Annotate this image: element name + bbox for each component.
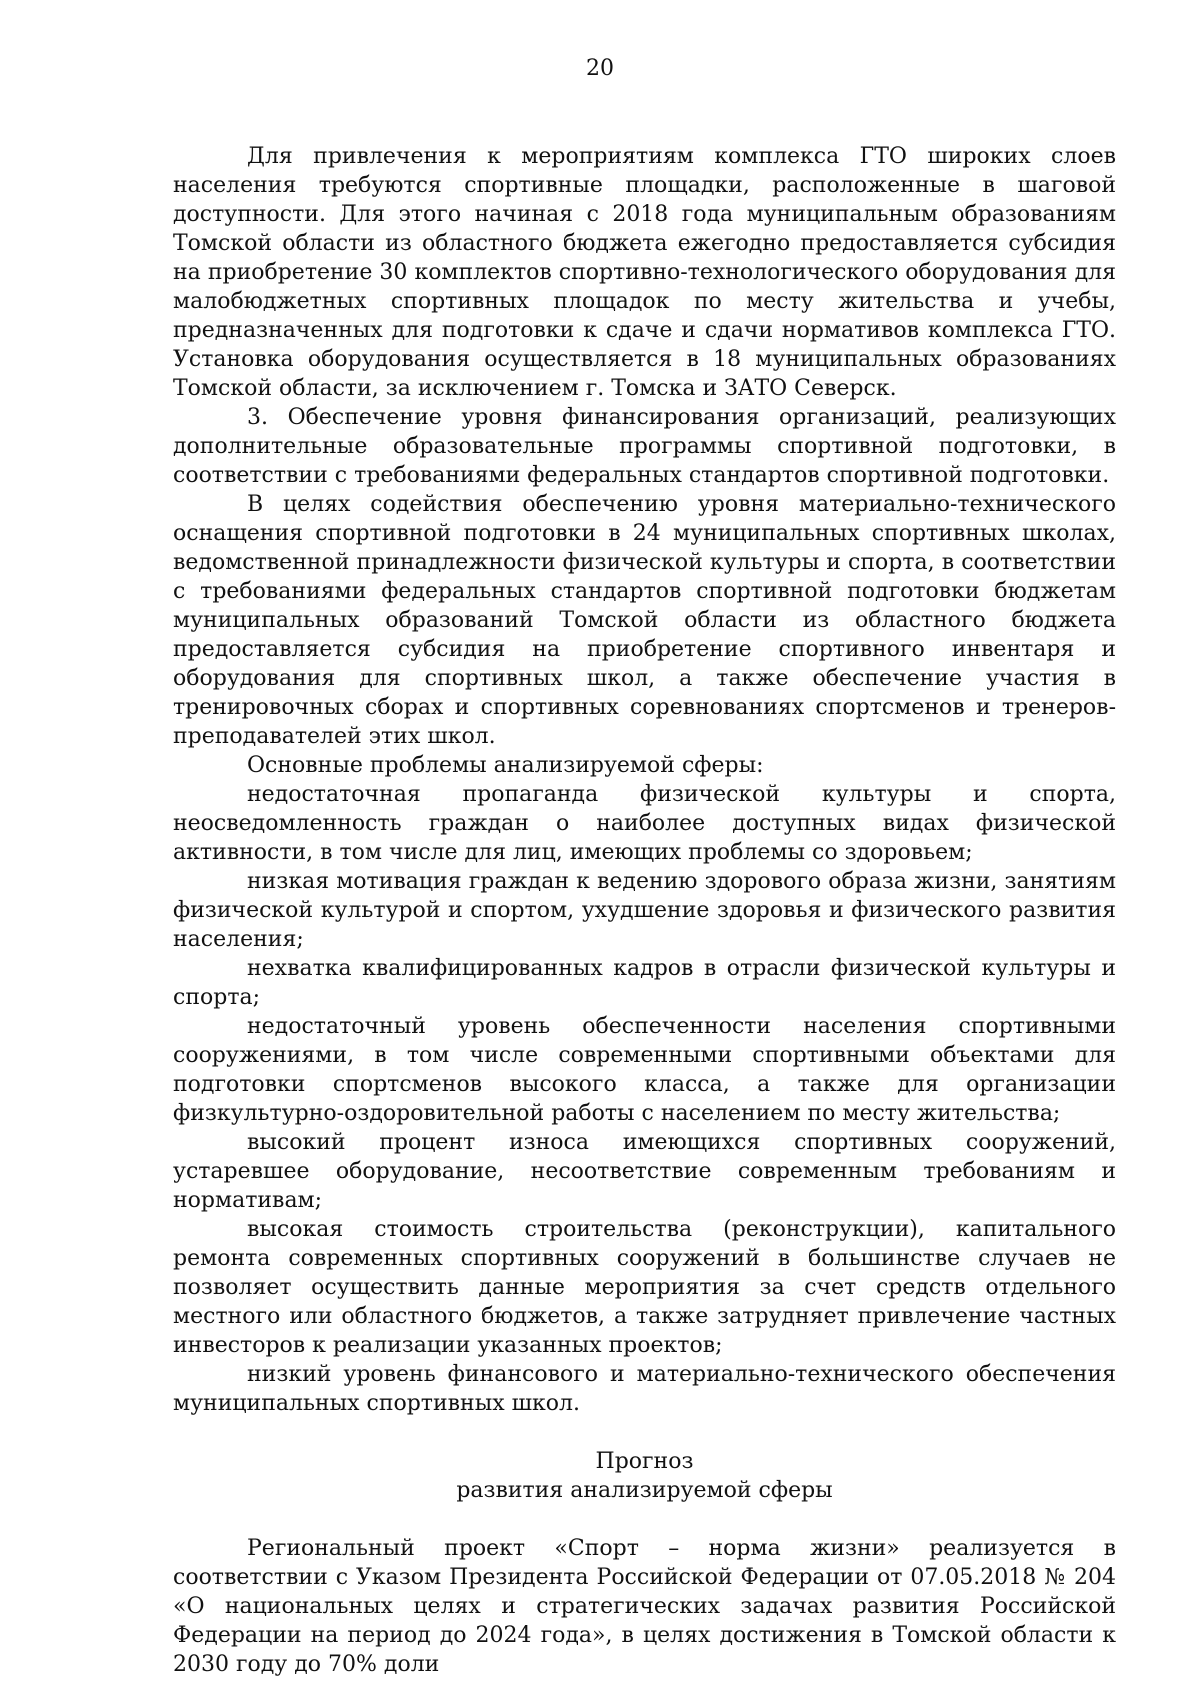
section-heading [173, 1447, 1116, 1505]
paragraph: нехватка квалифицированных кадров в отрасли физической культуры и спорта; [173, 956, 1116, 1010]
paragraph: Для привлечения к мероприятиям комплекса ГТО широких слоев населения требуются спортивные площадки, расположенные в шаговой доступности. Для этого начиная с 2018 года муниципальным образованиям Томской области из областного бюджета ежегодно предоставляется субсидия на приобретение 30 комплектов спортивно-технологического оборудования для малобюджетных спортивных площадок по месту жительства и учебы, предназначенных для подготовки к сдаче и сдачи нормативов комплекса ГТО. Установка оборудования осуществляется в 18 муниципальных образованиях Томской области, за исключением г. Томска и ЗАТО Северск. [173, 144, 1116, 401]
document-body [173, 142, 1116, 1679]
section-heading-line-1: Прогноз [595, 1449, 694, 1474]
paragraph: высокий процент износа имеющихся спортивных сооружений, устаревшее оборудование, несоответствие современным требованиям и нормативам; [173, 1130, 1116, 1213]
paragraph: недостаточный уровень обеспеченности населения спортивными сооружениями, в том числе современными спортивными объектами для подготовки спортсменов высокого класса, а также для организации физкультурно-оздоровительной работы с населением по месту жительства; [173, 1014, 1116, 1126]
paragraph: недостаточная пропаганда физической культуры и спорта, неосведомленность граждан о наиболее доступных видах физической активности, в том числе для лиц, имеющих проблемы со здоровьем; [173, 782, 1116, 865]
page-number: 20 [586, 56, 614, 81]
paragraph: Основные проблемы анализируемой сферы: [247, 753, 764, 778]
paragraph: низкий уровень финансового и материально-технического обеспечения муниципальных спортивных школ. [173, 1362, 1116, 1416]
paragraph: 3. Обеспечение уровня финансирования организаций, реализующих дополнительные образовательные программы спортивной подготовки, в соответствии с требованиями федеральных стандартов спортивной подготовки. [173, 405, 1116, 488]
paragraph: В целях содействия обеспечению уровня материально-технического оснащения спортивной подготовки в 24 муниципальных спортивных школах, ведомственной принадлежности физической культуры и спорта, в соответствии с требованиями федеральных стандартов спортивной подготовки бюджетам муниципальных образований Томской области из областного бюджета предоставляется субсидия на приобретение спортивного инвентаря и оборудования для спортивных школ, а также обеспечение участия в тренировочных сборах и спортивных соревнованиях спортсменов и тренеров-преподавателей этих школ. [173, 492, 1116, 749]
paragraph: низкая мотивация граждан к ведению здорового образа жизни, занятиям физической культурой и спортом, ухудшение здоровья и физического развития населения; [173, 869, 1116, 952]
paragraph: Региональный проект «Спорт – норма жизни» реализуется в соответствии с Указом Президента Российской Федерации от 07.05.2018 № 204 «О национальных целях и стратегических задачах развития Российской Федерации на период до 2024 года», в целях достижения в Томской области к 2030 году до 70% доли [173, 1536, 1116, 1677]
section-heading-line-2: развития анализируемой сферы [456, 1478, 833, 1503]
paragraph: высокая стоимость строительства (реконструкции), капитального ремонта современных спортивных сооружений в большинстве случаев не позволяет осуществить данные мероприятия за счет средств отдельного местного или областного бюджетов, а также затрудняет привлечение частных инвесторов к реализации указанных проектов; [173, 1217, 1116, 1358]
